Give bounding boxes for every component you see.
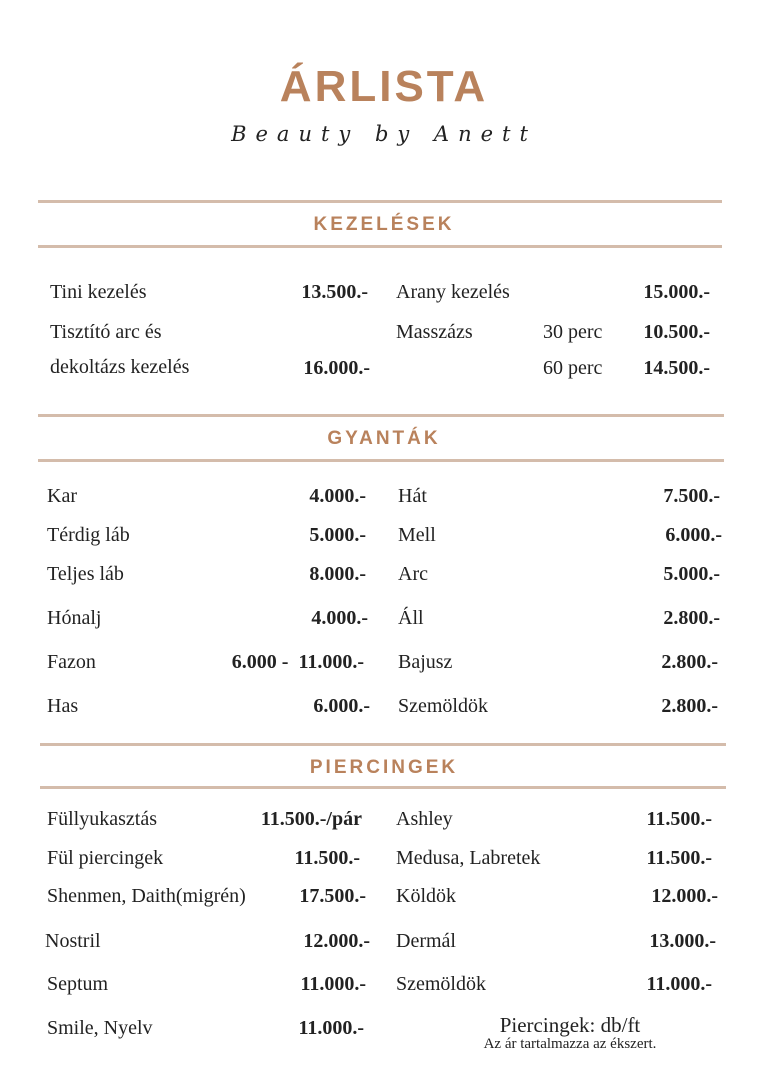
item-label: Áll bbox=[398, 607, 424, 629]
item-price: 11.000.- bbox=[298, 1017, 364, 1039]
item-label: Shenmen, Daith(migrén) bbox=[47, 885, 246, 907]
item-price: 6.000 - 11.000.- bbox=[231, 651, 364, 673]
page-subtitle: Beauty by Anett bbox=[231, 122, 537, 146]
item-label: Dermál bbox=[396, 930, 456, 952]
item-label: Szemöldök bbox=[396, 973, 486, 995]
item-price: 11.500.- bbox=[646, 808, 712, 830]
item-label: Arany kezelés bbox=[396, 281, 510, 303]
item-price: 11.000.- bbox=[300, 973, 366, 995]
item-label: Térdig láb bbox=[47, 524, 130, 546]
item-label: Köldök bbox=[396, 885, 456, 907]
item-price: 12.000.- bbox=[303, 930, 370, 952]
divider bbox=[38, 200, 722, 203]
item-option-time: 60 perc bbox=[543, 357, 603, 379]
item-price: 11.500.-/pár bbox=[260, 808, 362, 830]
item-price: 10.500.- bbox=[643, 321, 710, 343]
item-label: Septum bbox=[47, 973, 109, 995]
section-title-kezelesek: KEZELÉSEK bbox=[313, 214, 455, 235]
item-label: Fül piercingek bbox=[47, 847, 164, 869]
item-price: 13.000.- bbox=[649, 930, 716, 952]
item-price: 15.000.- bbox=[643, 281, 710, 303]
page-title: ÁRLISTA bbox=[279, 62, 489, 111]
item-price: 12.000.- bbox=[651, 885, 718, 907]
item-label: Szemöldök bbox=[398, 695, 488, 717]
item-label: Smile, Nyelv bbox=[47, 1017, 153, 1039]
section-title-gyantak: GYANTÁK bbox=[327, 428, 441, 449]
item-price: 2.800.- bbox=[661, 695, 718, 717]
item-price: 17.500.- bbox=[299, 885, 366, 907]
item-price: 4.000.- bbox=[309, 485, 366, 507]
divider bbox=[38, 414, 724, 417]
piercing-note-jewelry: Az ár tartalmazza az ékszert. bbox=[483, 1036, 657, 1052]
item-price: 8.000.- bbox=[309, 563, 366, 585]
item-label: Mell bbox=[398, 524, 436, 546]
divider bbox=[40, 786, 726, 789]
divider bbox=[38, 245, 722, 248]
item-price: 5.000.- bbox=[663, 563, 720, 585]
item-price: 16.000.- bbox=[303, 357, 370, 379]
item-label: Tisztító arc és bbox=[50, 321, 162, 343]
item-label: dekoltázs kezelés bbox=[50, 356, 190, 378]
divider bbox=[40, 743, 726, 746]
section-title-piercingek: PIERCINGEK bbox=[309, 757, 459, 778]
item-label: Kar bbox=[47, 485, 77, 507]
item-option-time: 30 perc bbox=[543, 321, 603, 343]
item-price: 13.500.- bbox=[301, 281, 368, 303]
item-price: 11.500.- bbox=[294, 847, 360, 869]
item-label: Teljes láb bbox=[47, 563, 124, 585]
item-label: Arc bbox=[398, 563, 428, 585]
item-label: Tini kezelés bbox=[50, 281, 147, 303]
piercing-note: Piercingek: db/ft bbox=[499, 1013, 641, 1037]
divider bbox=[38, 459, 724, 462]
item-label: Nostril bbox=[45, 930, 101, 952]
item-price: 11.500.- bbox=[646, 847, 712, 869]
item-label: Fazon bbox=[47, 651, 96, 673]
item-price: 7.500.- bbox=[663, 485, 720, 507]
item-label: Hónalj bbox=[47, 607, 102, 629]
item-label: Füllyukasztás bbox=[47, 808, 157, 830]
item-price: 14.500.- bbox=[643, 357, 710, 379]
item-label: Masszázs bbox=[396, 321, 473, 343]
item-label: Ashley bbox=[396, 808, 453, 830]
item-label: Has bbox=[47, 695, 79, 717]
item-price: 5.000.- bbox=[309, 524, 366, 546]
item-price: 6.000.- bbox=[313, 695, 370, 717]
item-label: Bajusz bbox=[398, 651, 453, 673]
item-label: Hát bbox=[398, 485, 427, 507]
item-price: 11.000.- bbox=[646, 973, 712, 995]
item-price: 2.800.- bbox=[661, 651, 718, 673]
item-label: Medusa, Labretek bbox=[396, 847, 541, 869]
item-price: 4.000.- bbox=[311, 607, 368, 629]
item-price: 2.800.- bbox=[663, 607, 720, 629]
item-price: 6.000.- bbox=[665, 524, 722, 546]
